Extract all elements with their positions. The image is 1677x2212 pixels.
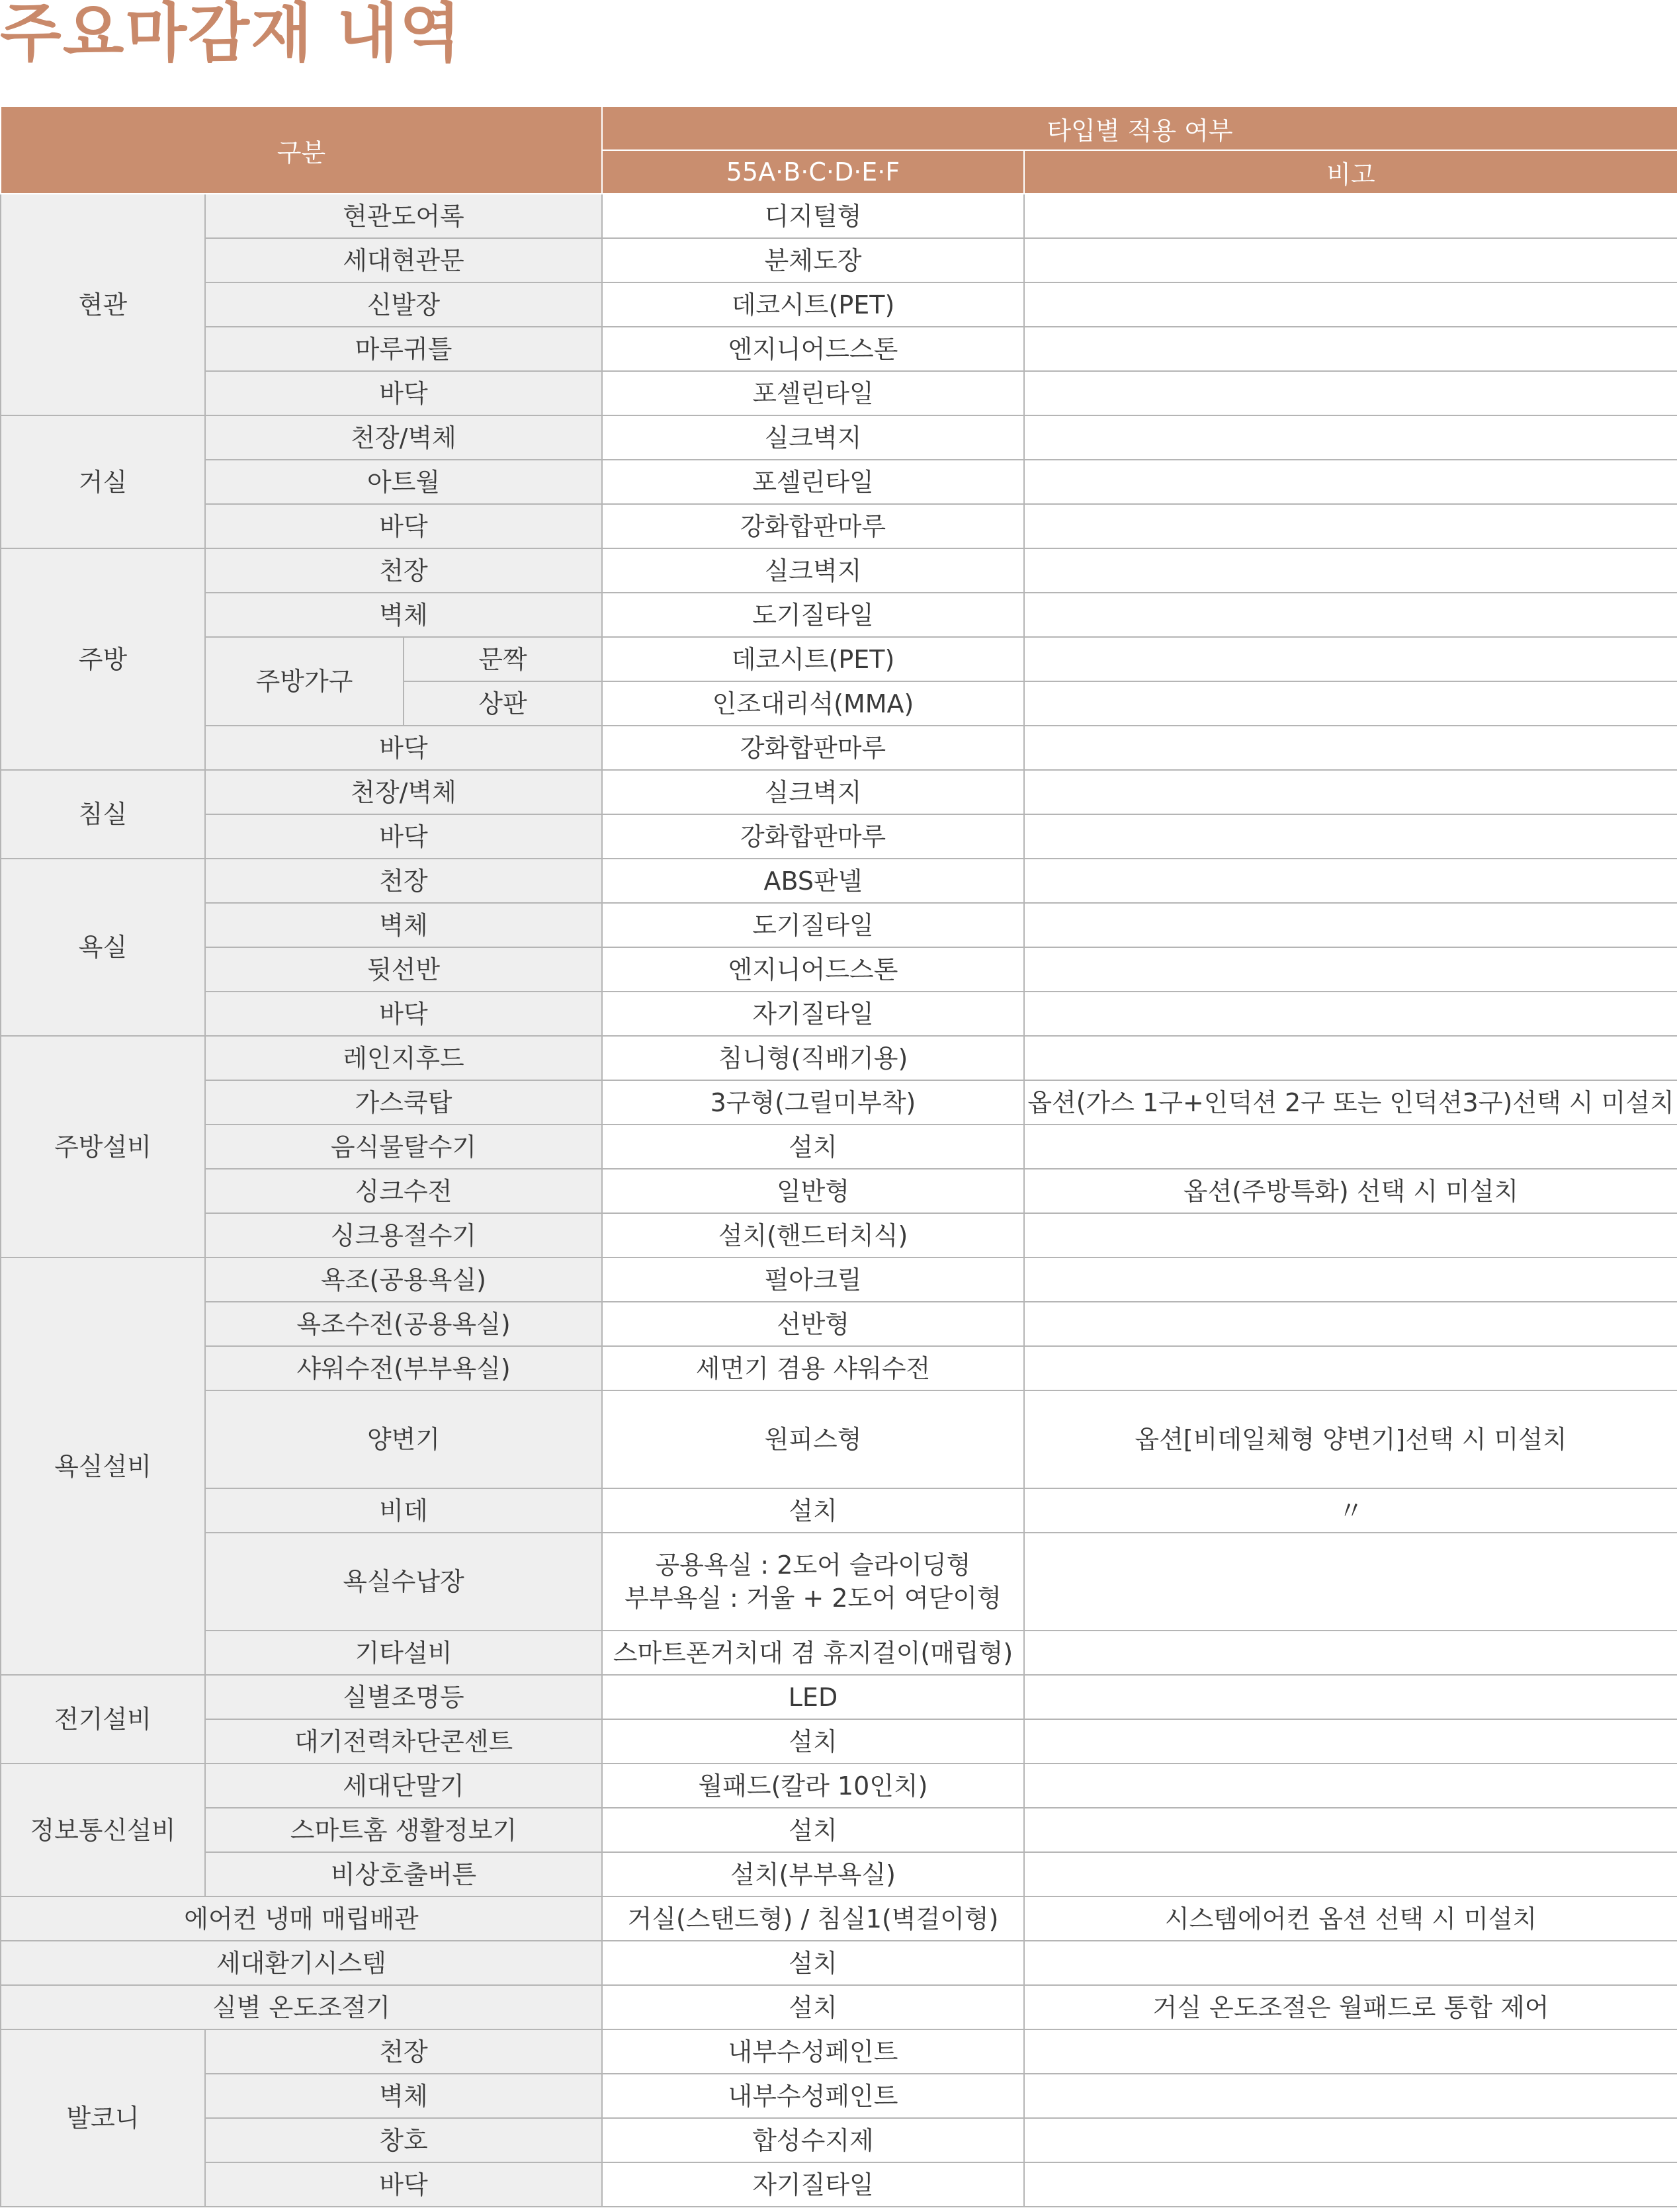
- item-note: [1024, 548, 1677, 593]
- item-label: 바닥: [205, 2162, 602, 2207]
- item-note: 시스템에어컨 옵션 선택 시 미설치: [1024, 1896, 1677, 1941]
- table-row: [1, 1764, 1677, 1808]
- item-value: 디지털형: [602, 194, 1024, 238]
- table-row: [1, 282, 1677, 327]
- item-value: 설치: [602, 1719, 1024, 1764]
- item-label: 에어컨 냉매 매립배관: [1, 1896, 602, 1941]
- item-value: 침니형(직배기용): [602, 1036, 1024, 1080]
- category-bathroom: 욕실: [1, 859, 205, 1036]
- item-label: 싱크수전: [205, 1169, 602, 1213]
- table-row: [1, 1852, 1677, 1896]
- table-row: [1, 903, 1677, 947]
- table-row: [1, 1169, 1677, 1213]
- category-kitchen-equipment: 주방설비: [1, 1036, 205, 1257]
- item-value-multiline: [602, 1533, 1024, 1631]
- table-row: [1, 327, 1677, 371]
- item-note: [1024, 1631, 1677, 1675]
- table-row: [1, 460, 1677, 504]
- table-row: [1, 1719, 1677, 1764]
- item-label: 벽체: [205, 903, 602, 947]
- item-label: 뒷선반: [205, 947, 602, 992]
- table-row: [1, 1302, 1677, 1346]
- item-label: 현관도어록: [205, 194, 602, 238]
- item-note: [1024, 1213, 1677, 1257]
- item-label: 바닥: [205, 504, 602, 548]
- category-entrance: 현관: [1, 194, 205, 415]
- item-note: [1024, 2118, 1677, 2162]
- item-label: 대기전력차단콘센트: [205, 1719, 602, 1764]
- item-value: 실크벽지: [602, 548, 1024, 593]
- item-value: 도기질타일: [602, 593, 1024, 637]
- item-value: 데코시트(PET): [602, 282, 1024, 327]
- item-note: [1024, 1719, 1677, 1764]
- table-row: [1, 1390, 1677, 1488]
- table-row: [1, 194, 1677, 238]
- item-label: 마루귀틀: [205, 327, 602, 371]
- item-note: [1024, 194, 1677, 238]
- item-label: 신발장: [205, 282, 602, 327]
- item-label: 바닥: [205, 371, 602, 415]
- item-label: 벽체: [205, 2074, 602, 2118]
- table-row: [1, 2118, 1677, 2162]
- table-row: [1, 770, 1677, 814]
- category-bedroom: 침실: [1, 770, 205, 859]
- item-value: 실크벽지: [602, 770, 1024, 814]
- table-row: [1, 859, 1677, 903]
- table-row: [1, 2074, 1677, 2118]
- item-note: [1024, 992, 1677, 1036]
- item-label: 세대현관문: [205, 238, 602, 282]
- item-note: [1024, 282, 1677, 327]
- item-label: 창호: [205, 2118, 602, 2162]
- item-value: 선반형: [602, 1302, 1024, 1346]
- item-label: 비데: [205, 1488, 602, 1533]
- item-note: [1024, 460, 1677, 504]
- item-value: 자기질타일: [602, 992, 1024, 1036]
- item-value: 월패드(칼라 10인치): [602, 1764, 1024, 1808]
- item-value: 원피스형: [602, 1390, 1024, 1488]
- item-value: 데코시트(PET): [602, 637, 1024, 681]
- table-row: [1, 992, 1677, 1036]
- item-label: 바닥: [205, 726, 602, 770]
- item-note: 옵션[비데일체형 양변기]선택 시 미설치: [1024, 1390, 1677, 1488]
- item-label: 세대환기시스템: [1, 1941, 602, 1985]
- item-value: 거실(스탠드형) / 침실1(벽걸이형): [602, 1896, 1024, 1941]
- item-note: [1024, 327, 1677, 371]
- item-label: 세대단말기: [205, 1764, 602, 1808]
- table-row: [1, 1896, 1677, 1941]
- item-value: 강화합판마루: [602, 504, 1024, 548]
- item-value: 설치(부부욕실): [602, 1852, 1024, 1896]
- table-row: [1, 1036, 1677, 1080]
- item-note: [1024, 1533, 1677, 1631]
- item-label: 상판: [404, 681, 602, 726]
- header-division: 구분: [1, 106, 602, 194]
- item-value: 도기질타일: [602, 903, 1024, 947]
- header-applied-by-type: 타입별 적용 여부: [602, 106, 1677, 150]
- item-value: 강화합판마루: [602, 814, 1024, 859]
- item-label: 샤워수전(부부욕실): [205, 1346, 602, 1390]
- table-row: [1, 1346, 1677, 1390]
- item-value: 엔지니어드스톤: [602, 947, 1024, 992]
- item-note: [1024, 726, 1677, 770]
- table-row: [1, 371, 1677, 415]
- item-value-line: 부부욕실 : 거울 + 2도어 여닫이형: [624, 1584, 1002, 1613]
- item-note: [1024, 947, 1677, 992]
- table-row: [1, 548, 1677, 593]
- table-row: [1, 637, 1677, 681]
- item-label: 문짝: [404, 637, 602, 681]
- item-value: 3구형(그릴미부착): [602, 1080, 1024, 1125]
- item-label: 비상호출버튼: [205, 1852, 602, 1896]
- category-bath-equipment: 욕실설비: [1, 1257, 205, 1675]
- item-value: 합성수지제: [602, 2118, 1024, 2162]
- table-row: [1, 1125, 1677, 1169]
- item-label: 레인지후드: [205, 1036, 602, 1080]
- item-note: [1024, 2162, 1677, 2207]
- item-value: 자기질타일: [602, 2162, 1024, 2207]
- table-row: [1, 593, 1677, 637]
- table-row: [1, 1080, 1677, 1125]
- item-value: 엔지니어드스톤: [602, 327, 1024, 371]
- item-label: 실별조명등: [205, 1675, 602, 1719]
- item-note: [1024, 903, 1677, 947]
- item-label: 천장/벽체: [205, 770, 602, 814]
- item-value: LED: [602, 1675, 1024, 1719]
- table-row: [1, 1533, 1677, 1631]
- item-note: [1024, 770, 1677, 814]
- page-title: 주요마감재 내역: [0, 0, 462, 70]
- item-note: [1024, 1346, 1677, 1390]
- item-note: [1024, 593, 1677, 637]
- item-label: 욕조(공용욕실): [205, 1257, 602, 1302]
- item-note: [1024, 1302, 1677, 1346]
- category-telecom: 정보통신설비: [1, 1764, 205, 1896]
- item-note: [1024, 2074, 1677, 2118]
- item-note: [1024, 1257, 1677, 1302]
- item-value: 설치(핸드터치식): [602, 1213, 1024, 1257]
- item-label: 스마트홈 생활정보기: [205, 1808, 602, 1852]
- item-note: [1024, 504, 1677, 548]
- item-value: 설치: [602, 1985, 1024, 2029]
- item-note: [1024, 1852, 1677, 1896]
- table-row: [1, 2162, 1677, 2207]
- table-row: [1, 1985, 1677, 2029]
- item-value: 설치: [602, 1125, 1024, 1169]
- item-value: 설치: [602, 1941, 1024, 1985]
- category-balcony: 발코니: [1, 2029, 205, 2207]
- item-note: [1024, 415, 1677, 460]
- item-value: 스마트폰거치대 겸 휴지걸이(매립형): [602, 1631, 1024, 1675]
- table-row: [1, 1488, 1677, 1533]
- table-row: [1, 1941, 1677, 1985]
- table-row: [1, 1213, 1677, 1257]
- item-label: 기타설비: [205, 1631, 602, 1675]
- table-row: [1, 2029, 1677, 2074]
- item-note: [1024, 371, 1677, 415]
- item-note: [1024, 238, 1677, 282]
- item-note: 옵션(가스 1구+인덕션 2구 또는 인덕션3구)선택 시 미설치: [1024, 1080, 1677, 1125]
- item-value: 실크벽지: [602, 415, 1024, 460]
- item-note: [1024, 637, 1677, 681]
- item-label: 아트월: [205, 460, 602, 504]
- item-note: 옵션(주방특화) 선택 시 미설치: [1024, 1169, 1677, 1213]
- item-label: 가스쿡탑: [205, 1080, 602, 1125]
- table-row: [1, 415, 1677, 460]
- table-row: [1, 726, 1677, 770]
- item-value: 분체도장: [602, 238, 1024, 282]
- item-label: 천장: [205, 859, 602, 903]
- item-label: 욕실수납장: [205, 1533, 602, 1631]
- item-label: 바닥: [205, 814, 602, 859]
- item-note: 거실 온도조절은 월패드로 통합 제어: [1024, 1985, 1677, 2029]
- item-note: [1024, 814, 1677, 859]
- category-living: 거실: [1, 415, 205, 548]
- finishing-materials-table: [0, 106, 1677, 2207]
- header-remarks: 비고: [1024, 150, 1677, 194]
- item-label: 싱크용절수기: [205, 1213, 602, 1257]
- item-label: 양변기: [205, 1390, 602, 1488]
- item-value: 포셀린타일: [602, 460, 1024, 504]
- item-note: [1024, 1125, 1677, 1169]
- kitchen-furniture-label: 주방가구: [205, 637, 404, 726]
- item-note: [1024, 1941, 1677, 1985]
- item-note: [1024, 859, 1677, 903]
- item-label: 천장: [205, 548, 602, 593]
- table-row: [1, 1631, 1677, 1675]
- table-row: [1, 1257, 1677, 1302]
- item-value: ABS판넬: [602, 859, 1024, 903]
- item-note: [1024, 1036, 1677, 1080]
- item-note: [1024, 1675, 1677, 1719]
- item-value: 내부수성페인트: [602, 2074, 1024, 2118]
- table-row: [1, 504, 1677, 548]
- item-value: 세면기 겸용 샤워수전: [602, 1346, 1024, 1390]
- item-label: 벽체: [205, 593, 602, 637]
- item-value: 인조대리석(MMA): [602, 681, 1024, 726]
- item-value: 설치: [602, 1488, 1024, 1533]
- item-note: [1024, 1808, 1677, 1852]
- table-row: [1, 1675, 1677, 1719]
- item-note: [1024, 1764, 1677, 1808]
- item-label: 바닥: [205, 992, 602, 1036]
- item-label: 천장: [205, 2029, 602, 2074]
- item-label: 천장/벽체: [205, 415, 602, 460]
- item-note: [1024, 681, 1677, 726]
- item-label: 욕조수전(공용욕실): [205, 1302, 602, 1346]
- category-kitchen: 주방: [1, 548, 205, 770]
- category-electrical: 전기설비: [1, 1675, 205, 1764]
- item-value-line: 공용욕실 : 2도어 슬라이딩형: [655, 1551, 971, 1580]
- item-label: 실별 온도조절기: [1, 1985, 602, 2029]
- item-label: 음식물탈수기: [205, 1125, 602, 1169]
- table-row: [1, 1808, 1677, 1852]
- item-value: 포셀린타일: [602, 371, 1024, 415]
- header-type: 55A·B·C·D·E·F: [602, 150, 1024, 194]
- item-note: 〃: [1024, 1488, 1677, 1533]
- item-value: 내부수성페인트: [602, 2029, 1024, 2074]
- item-note: [1024, 2029, 1677, 2074]
- item-value: 설치: [602, 1808, 1024, 1852]
- table-row: [1, 238, 1677, 282]
- table-row: [1, 947, 1677, 992]
- table-row: [1, 814, 1677, 859]
- item-value: 펄아크릴: [602, 1257, 1024, 1302]
- item-value: 강화합판마루: [602, 726, 1024, 770]
- item-value: 일반형: [602, 1169, 1024, 1213]
